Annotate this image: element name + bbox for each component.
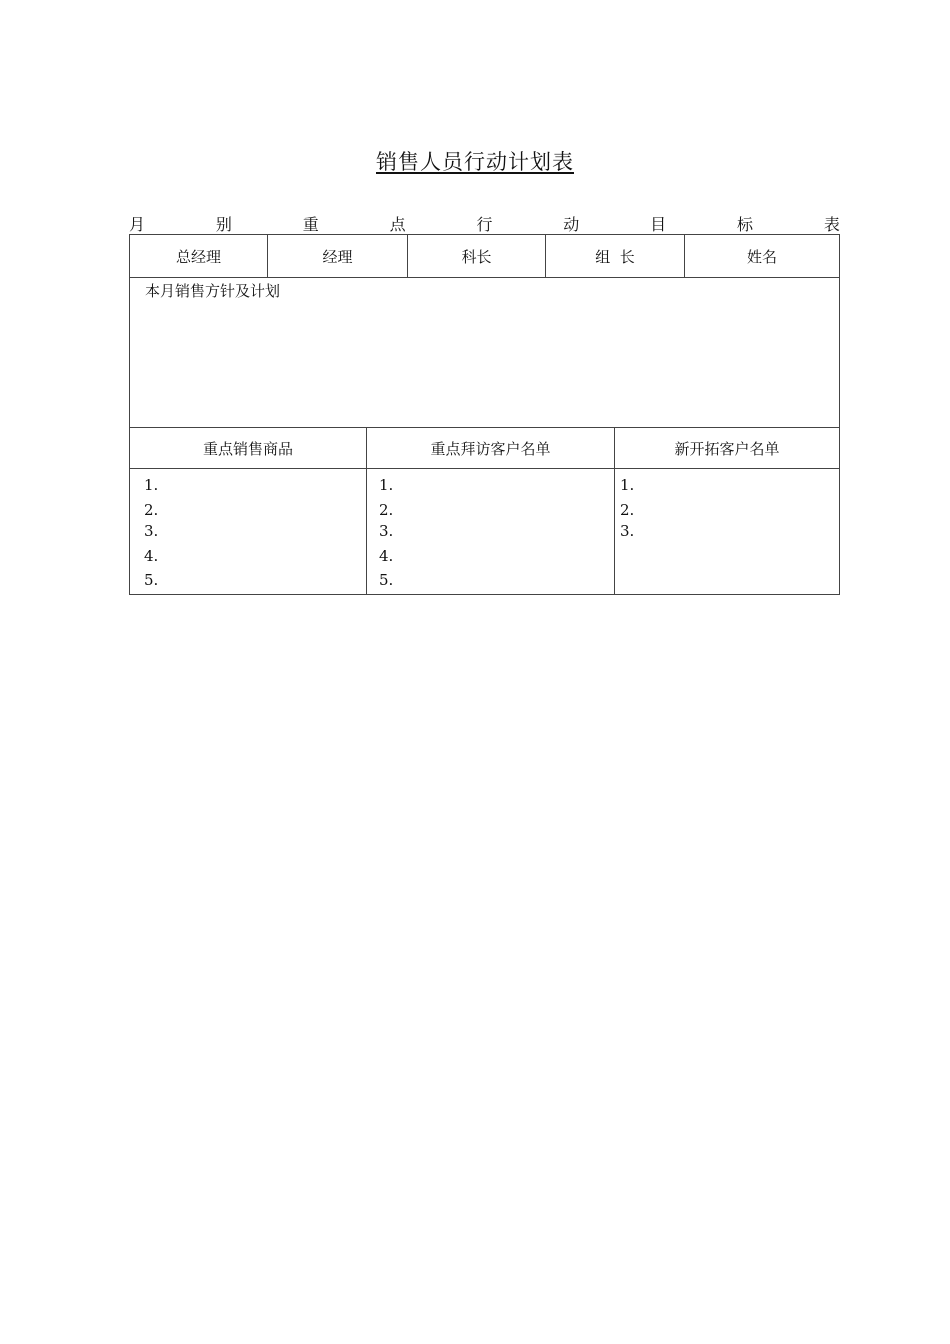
header-cell-manager: 经理 <box>268 235 408 277</box>
lists-header-row <box>130 428 839 469</box>
new-clients-list <box>615 469 839 594</box>
subtitle-char: 点 <box>389 215 406 234</box>
subtitle-char: 月 <box>129 215 146 234</box>
list-item-number: 2. <box>144 501 159 519</box>
subtitle-char: 重 <box>302 215 319 234</box>
subtitle-char: 动 <box>563 215 580 234</box>
list-item-number: 4. <box>379 547 394 565</box>
list-item-number: 3. <box>144 522 159 540</box>
subtitle-char: 表 <box>823 215 840 234</box>
subtitle-char: 目 <box>650 215 667 234</box>
signature-header-table <box>129 234 840 278</box>
header-cell-general-manager: 总经理 <box>130 235 268 277</box>
header-cell-team-leader: 组 长 <box>546 235 685 277</box>
list-item-number: 2. <box>620 501 635 519</box>
list-item-number: 1. <box>379 476 394 494</box>
header-key-visit-clients: 重点拜访客户名单 <box>367 428 615 468</box>
subtitle-char: 别 <box>215 215 232 234</box>
subtitle-char: 标 <box>737 215 754 234</box>
list-item-number: 1. <box>144 476 159 494</box>
subtitle-line <box>129 215 840 235</box>
list-item-number: 1. <box>620 476 635 494</box>
key-visit-clients-list <box>367 469 615 594</box>
list-item-number: 2. <box>379 501 394 519</box>
document-title <box>0 146 950 176</box>
header-cell-name: 姓名 <box>746 247 777 266</box>
header-cell-section-chief: 科长 <box>408 235 546 277</box>
lists-body-row <box>130 469 839 594</box>
subtitle-char: 行 <box>476 215 493 234</box>
lists-table <box>129 427 840 595</box>
list-item-number: 4. <box>144 547 159 565</box>
document-title-text: 销售人员行动计划表 <box>376 150 574 174</box>
list-item-number: 3. <box>379 522 394 540</box>
key-products-list <box>130 469 367 594</box>
list-item-number: 5. <box>144 571 159 589</box>
list-item-number: 3. <box>620 522 635 540</box>
header-key-products: 重点销售商品 <box>130 428 367 468</box>
list-item-number: 5. <box>379 571 394 589</box>
header-new-clients: 新开拓客户名单 <box>674 439 780 458</box>
plan-section <box>129 277 840 428</box>
signature-header-row <box>130 235 839 277</box>
plan-section-label: 本月销售方针及计划 <box>145 282 281 300</box>
